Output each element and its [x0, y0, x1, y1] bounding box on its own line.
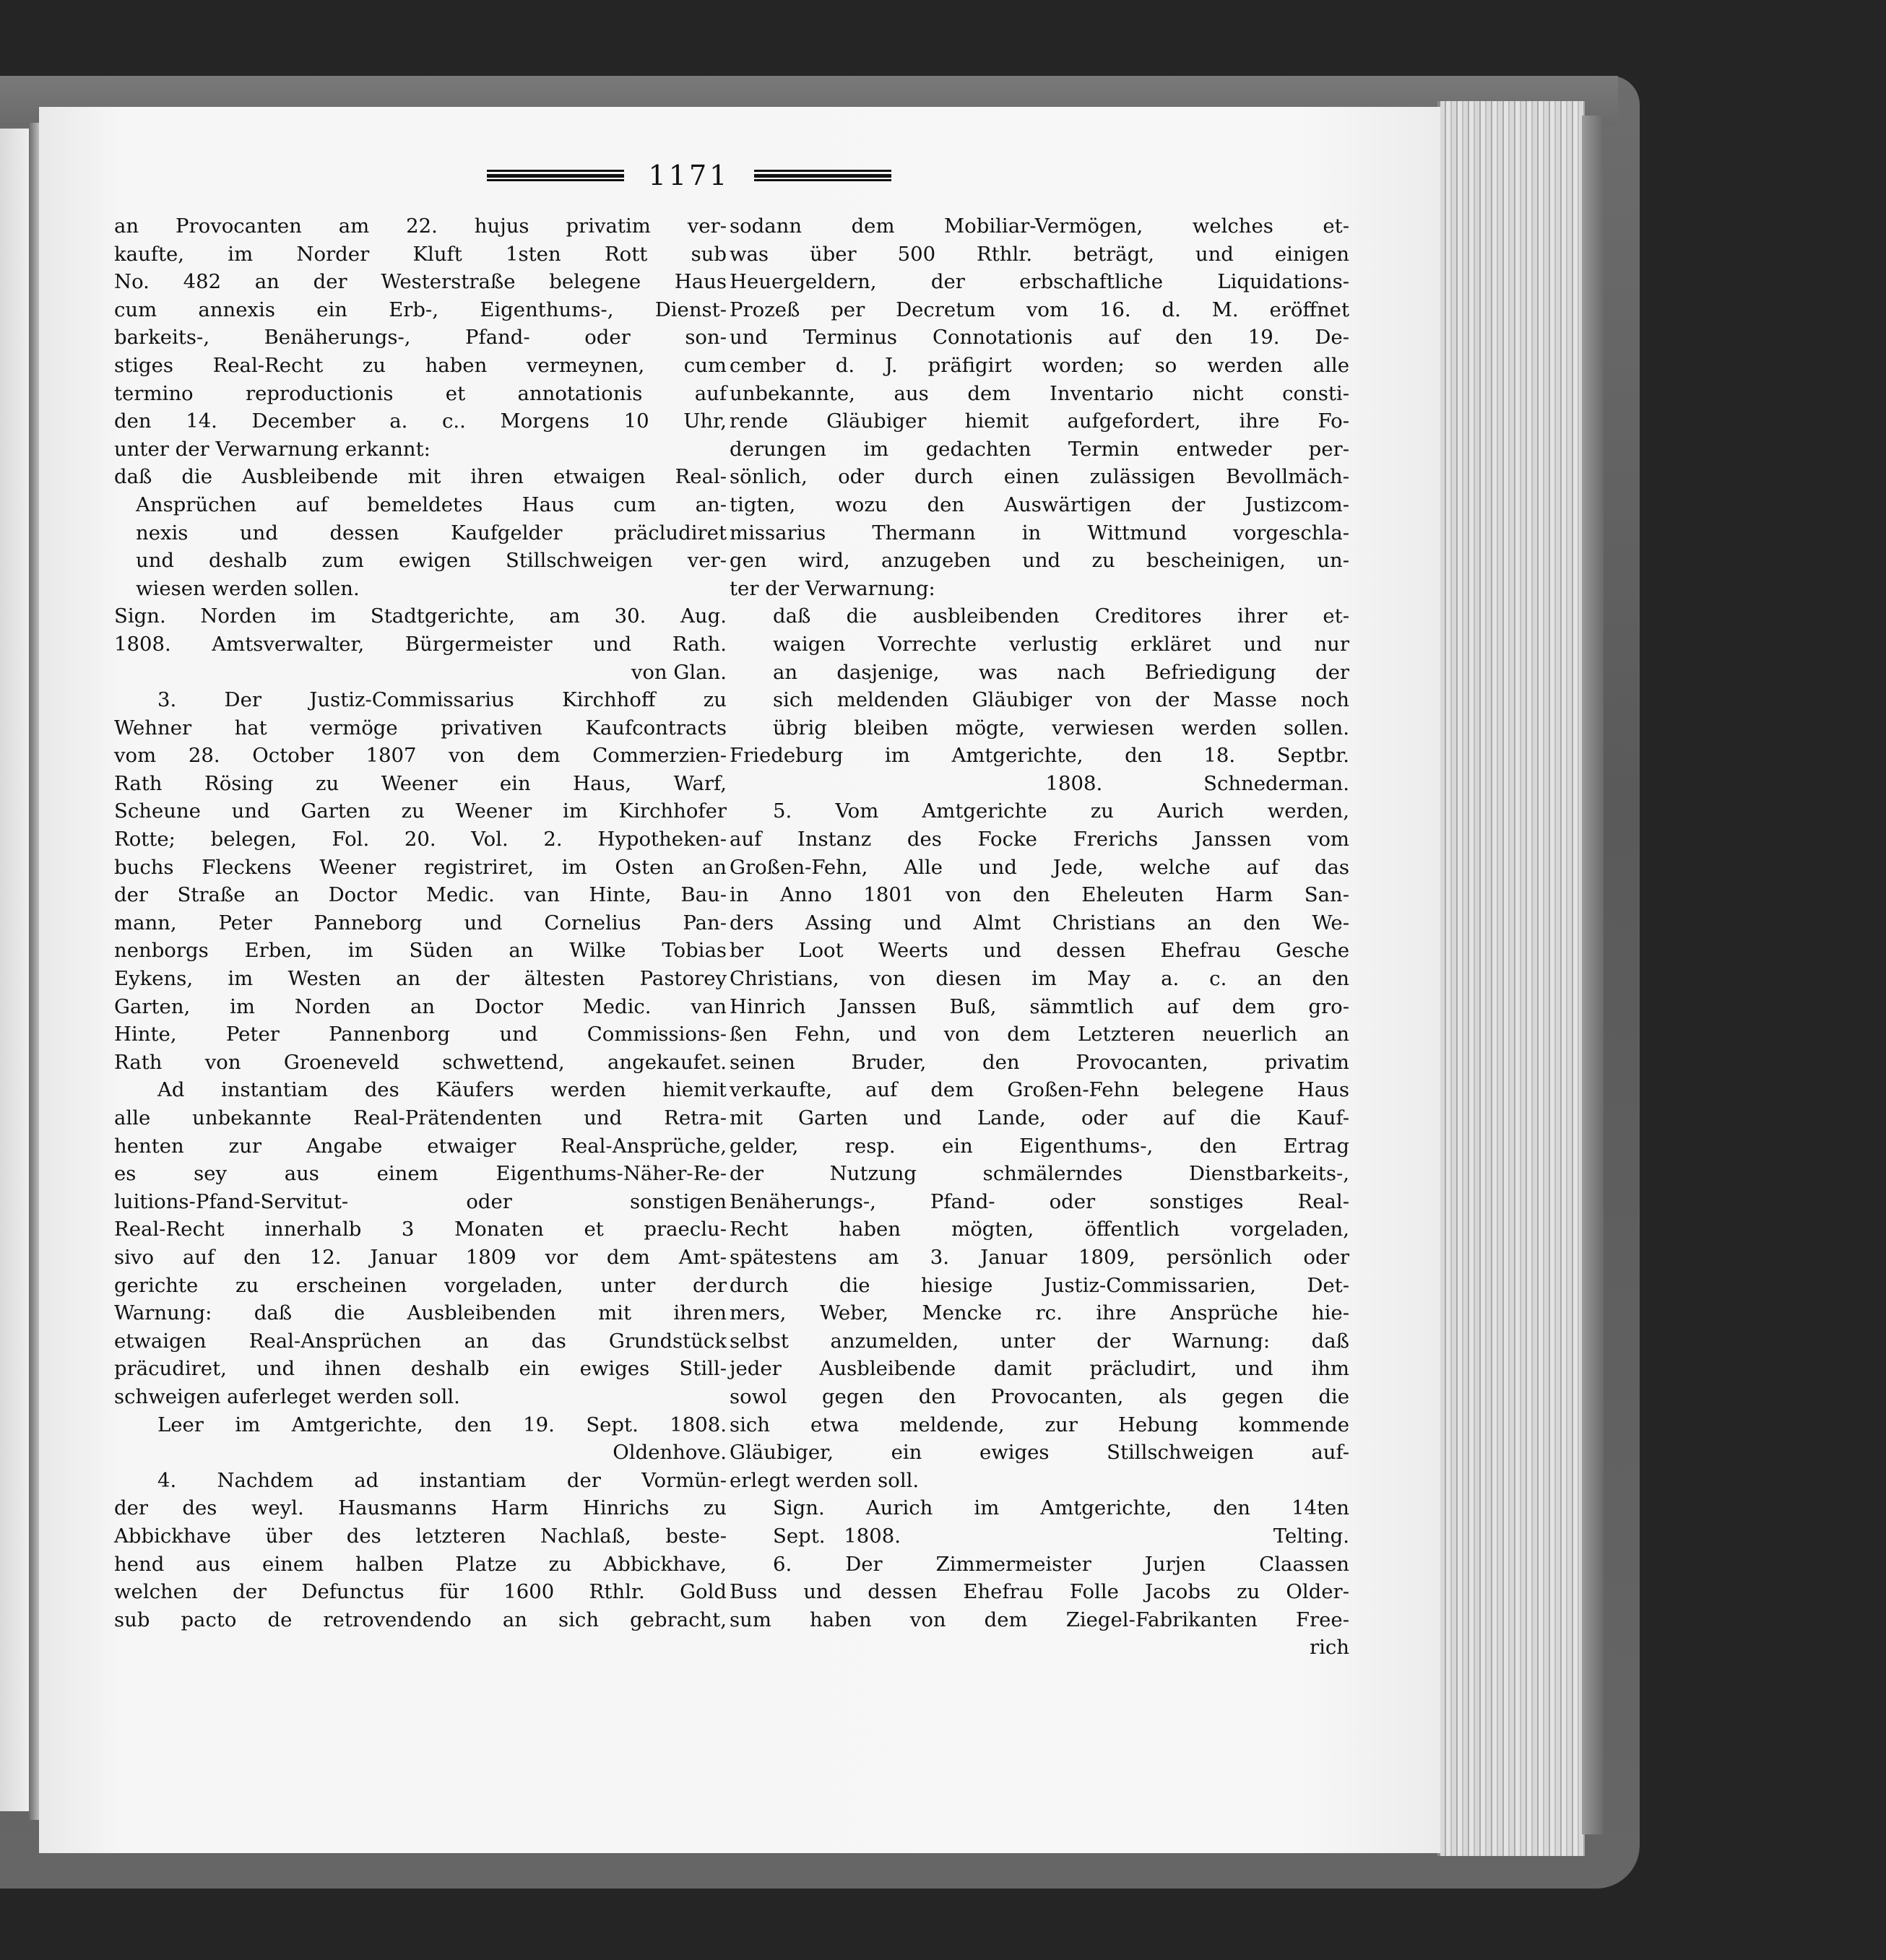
text-line: stiges Real-Recht zu haben vermeynen, cum [114, 353, 727, 377]
text-line: und Terminus Connotationis auf den 19. De- [730, 326, 1349, 350]
text-line: seinen Bruder, den Provocanten, privatim [730, 1050, 1349, 1074]
text-line: sum haben von dem Ziegel-Fabrikanten Free- [730, 1608, 1349, 1631]
text-line: kaufte, im Norder Kluft 1sten Rott sub [114, 242, 727, 266]
left-column [114, 212, 727, 1634]
text-line: an dasjenige, was nach Befriedigung der [773, 660, 1349, 684]
text-line: der des weyl. Hausmanns Harm Hinrichs zu [114, 1496, 727, 1520]
text-line: Garten, im Norden an Doctor Medic. van [114, 994, 727, 1018]
text-line: Abbickhave über des letzteren Nachlaß, beste- [114, 1524, 727, 1548]
page-header [487, 157, 891, 194]
text-line: Leer im Amtgerichte, den 19. Sept. 1808. [157, 1413, 727, 1436]
book-gutter [29, 123, 39, 1820]
text-line: Eykens, im Westen an der ältesten Pastorey [114, 967, 727, 991]
text-line: rende Gläubiger hiemit aufgefordert, ihre Fo- [730, 409, 1349, 433]
text-line: No. 482 an der Westerstraße belegene Haus [114, 270, 727, 294]
header-rule-left [487, 170, 624, 181]
text-line: buchs Fleckens Weener registriret, im Osten an [114, 855, 727, 879]
text-line: Real-Recht innerhalb 3 Monaten et praeclu- [114, 1218, 727, 1241]
text-line: derungen im gedachten Termin entweder per- [730, 437, 1349, 461]
text-line: jeder Ausbleibende damit präcludirt, und ihm [730, 1357, 1349, 1381]
text-line: der Nutzung schmälerndes Dienstbarkeits-, [730, 1162, 1349, 1186]
header-rule-right [754, 170, 891, 181]
text-line: Sign. Norden im Stadtgerichte, am 30. Aug. [114, 604, 727, 628]
text-line: sönlich, oder durch einen zulässigen Bevollmäch- [730, 465, 1349, 489]
page-number: 1171 [648, 160, 730, 191]
text-line: Recht haben mögten, öffentlich vorgeladen, [730, 1218, 1349, 1241]
text-line: schweigen auferleget werden soll. [114, 1384, 460, 1408]
text-line: rich [1309, 1636, 1349, 1660]
text-line: Oldenhove. [613, 1441, 727, 1465]
text-line: Friedeburg im Amtgerichte, den 18. Septbr. [730, 744, 1349, 768]
text-line: sowol gegen den Provocanten, als gegen die [730, 1384, 1349, 1408]
text-line: mit Garten und Lande, oder auf die Kauf- [730, 1106, 1349, 1129]
text-line: gelder, resp. ein Eigenthums-, den Ertrag [730, 1134, 1349, 1158]
text-line: unbekannte, aus dem Inventario nicht consti- [730, 381, 1349, 405]
text-line: hend aus einem halben Platze zu Abbickhave, [114, 1552, 727, 1576]
text-line: Sign. Aurich im Amtgerichte, den 14ten [773, 1496, 1349, 1520]
text-line: alle unbekannte Real-Prätendenten und Retra- [114, 1106, 727, 1129]
text-line: sivo auf den 12. Januar 1809 vor dem Amt- [114, 1245, 727, 1269]
text-line: Rath Rösing zu Weener ein Haus, Warf, [114, 771, 727, 795]
text-line: mann, Peter Panneborg und Cornelius Pan- [114, 911, 727, 935]
text-line: ders Assing und Almt Christians an den We- [730, 911, 1349, 935]
page-edges-shadow [1582, 116, 1604, 1834]
text-line: 5. Vom Amtgerichte zu Aurich werden, [773, 799, 1349, 823]
text-line: nexis und dessen Kaufgelder präcludiret [136, 521, 727, 545]
text-line: gerichte zu erscheinen vorgeladen, unter der [114, 1273, 727, 1297]
book-page [39, 107, 1440, 1853]
text-line: vom 28. October 1807 von dem Commerzien- [114, 744, 727, 768]
text-line: sub pacto de retrovendendo an sich gebracht, [114, 1608, 727, 1631]
text-line: an Provocanten am 22. hujus privatim ver- [114, 214, 727, 238]
text-line: henten zur Angabe etwaiger Real-Ansprüche, [114, 1134, 727, 1158]
text-line: was über 500 Rthlr. beträgt, und einigen [730, 242, 1349, 266]
text-line: Rath von Groeneveld schwettend, angekaufet. [114, 1050, 727, 1074]
text-line: Scheune und Garten zu Weener im Kirchhofer [114, 799, 727, 823]
text-line: cum annexis ein Erb-, Eigenthums-, Dienst- [114, 298, 727, 321]
text-line: spätestens am 3. Januar 1809, persönlich oder [730, 1245, 1349, 1269]
text-line: 1808. Schnederman. [1045, 771, 1349, 795]
text-line: es sey aus einem Eigenthums-Näher-Re- [114, 1162, 727, 1186]
text-line: sich etwa meldende, zur Hebung kommende [730, 1413, 1349, 1436]
text-line: Rotte; belegen, Fol. 20. Vol. 2. Hypotheken- [114, 828, 727, 851]
text-line: 6. Der Zimmermeister Jurjen Claassen [773, 1552, 1349, 1576]
text-line: wiesen werden sollen. [136, 576, 360, 600]
text-line: luitions-Pfand-Servitut- oder sonstigen [114, 1189, 727, 1213]
text-line: unter der Verwarnung erkannt: [114, 437, 431, 461]
text-line: den 14. December a. c.. Morgens 10 Uhr, [114, 409, 727, 433]
text-line: ßen Fehn, und von dem Letzteren neuerlich an [730, 1023, 1349, 1046]
text-line: mers, Weber, Mencke rc. ihre Ansprüche hie- [730, 1301, 1349, 1325]
text-line: verkaufte, auf dem Großen-Fehn belegene Haus [730, 1078, 1349, 1102]
text-line: daß die Ausbleibende mit ihren etwaigen Real- [114, 465, 727, 489]
text-line: 4. Nachdem ad instantiam der Vormün- [157, 1468, 727, 1492]
text-line: tigten, wozu den Auswärtigen der Justizcom- [730, 493, 1349, 516]
text-line: etwaigen Real-Ansprüchen an das Grundstück [114, 1329, 727, 1353]
text-line: waigen Vorrechte verlustig erkläret und nur [773, 632, 1349, 656]
text-line: ter der Verwarnung: [730, 576, 935, 600]
text-line: auf Instanz des Focke Frerichs Janssen vom [730, 828, 1349, 851]
text-line: von Glan. [631, 660, 727, 684]
text-line: daß die ausbleibenden Creditores ihrer et- [773, 604, 1349, 628]
text-line: Ad instantiam des Käufers werden hiemit [157, 1078, 727, 1102]
text-line: Gläubiger, ein ewiges Stillschweigen auf- [730, 1441, 1349, 1465]
text-line: ber Loot Weerts und dessen Ehefrau Gesche [730, 939, 1349, 963]
text-line: übrig bleiben mögte, verwiesen werden sollen. [773, 716, 1349, 740]
text-line: Heuergeldern, der erbschaftliche Liquidations- [730, 270, 1349, 294]
right-column [730, 212, 1349, 1662]
text-line: präcudiret, und ihnen deshalb ein ewiges Still- [114, 1357, 727, 1381]
text-line: Sept. 1808. Telting. [773, 1524, 1349, 1548]
text-line: 3. Der Justiz-Commissarius Kirchhoff zu [157, 688, 727, 712]
text-line: in Anno 1801 von den Eheleuten Harm San- [730, 883, 1349, 907]
text-line: 1808. Amtsverwalter, Bürgermeister und Rath. [114, 632, 727, 656]
text-line: selbst anzumelden, unter der Warnung: daß [730, 1329, 1349, 1353]
text-line: Warnung: daß die Ausbleibenden mit ihren [114, 1301, 727, 1325]
text-line: nenborgs Erben, im Süden an Wilke Tobias [114, 939, 727, 963]
text-line: Hinte, Peter Pannenborg und Commissions- [114, 1023, 727, 1046]
text-line: Hinrich Janssen Buß, sämmtlich auf dem gro- [730, 994, 1349, 1018]
text-line: Benäherungs-, Pfand- oder sonstiges Real- [730, 1189, 1349, 1213]
text-line: Christians, von diesen im May a. c. an den [730, 967, 1349, 991]
text-line: barkeits-, Benäherungs-, Pfand- oder son- [114, 326, 727, 350]
text-line: cember d. J. präfigirt worden; so werden alle [730, 353, 1349, 377]
text-line: Ansprüchen auf bemeldetes Haus cum an- [136, 493, 727, 516]
text-line: und deshalb zum ewigen Stillschweigen ver- [136, 549, 727, 573]
text-line: Buss und dessen Ehefrau Folle Jacobs zu Older- [730, 1580, 1349, 1604]
page-edges [1437, 101, 1585, 1856]
text-line: gen wird, anzugeben und zu bescheinigen, un- [730, 549, 1349, 573]
text-line: termino reproductionis et annotationis auf [114, 381, 727, 405]
text-line: welchen der Defunctus für 1600 Rthlr. Gold [114, 1580, 727, 1604]
text-line: der Straße an Doctor Medic. van Hinte, Bau- [114, 883, 727, 907]
text-line: Großen-Fehn, Alle und Jede, welche auf das [730, 855, 1349, 879]
text-line: durch die hiesige Justiz-Commissarien, Det- [730, 1273, 1349, 1297]
text-line: missarius Thermann in Wittmund vorgeschla- [730, 521, 1349, 545]
text-line: sich meldenden Gläubiger von der Masse noch [773, 688, 1349, 712]
text-line: sodann dem Mobiliar-Vermögen, welches et- [730, 214, 1349, 238]
text-line: Wehner hat vermöge privativen Kaufcontracts [114, 716, 727, 740]
text-line: Prozeß per Decretum vom 16. d. M. eröffnet [730, 298, 1349, 321]
text-line: erlegt werden soll. [730, 1468, 920, 1492]
